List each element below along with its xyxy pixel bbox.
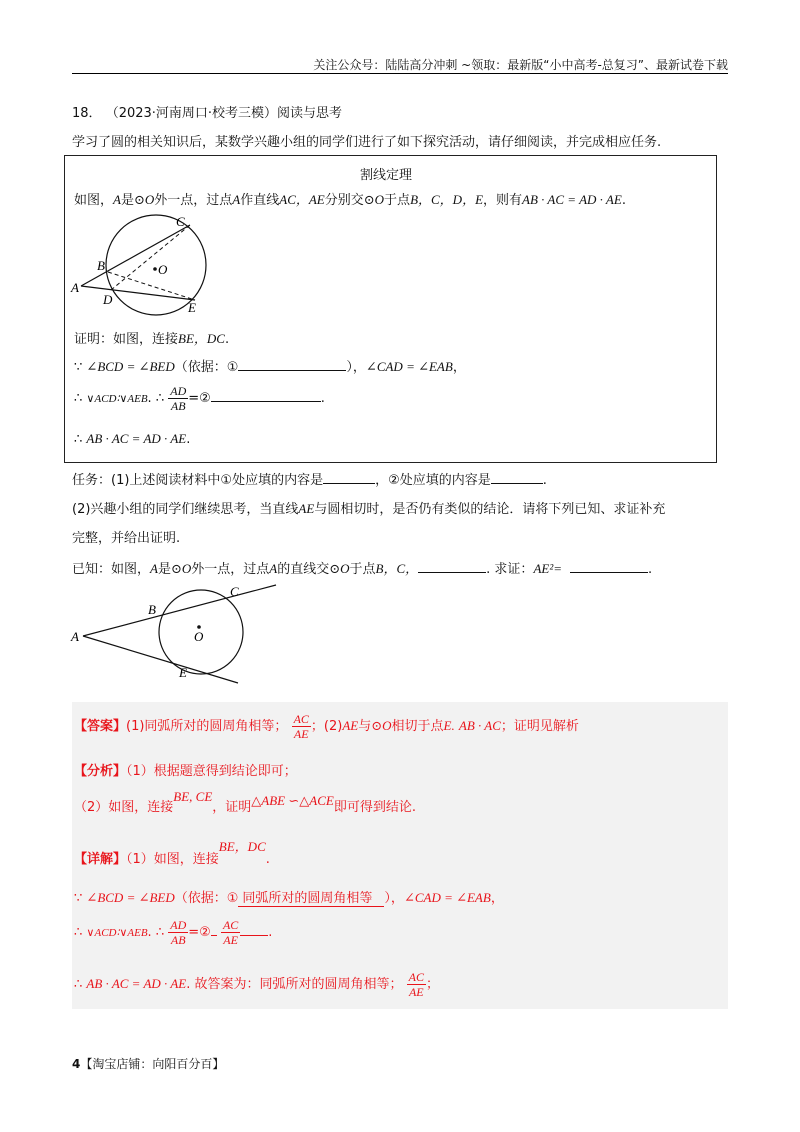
detail-line2: ∵ ∠BCD = ∠BED（依据：① 同弧所对的圆周角相等 ），∠CAD = ∠EAB， (74, 887, 504, 907)
shop-name: 【淘宝店铺：向阳百分百】 (80, 1057, 225, 1071)
theorem-title: 割线定理 (360, 168, 413, 183)
question-heading (72, 102, 342, 121)
task-2-line2: 完整，并给出证明. (72, 531, 181, 546)
detail-fraction-1: $\frac{AD}{AB}$ (170, 918, 187, 947)
page-footer (72, 1055, 224, 1072)
detail-line4: ∴ AB · AC = AD · AE. 故答案为：同弧所对的圆周角相等； $\frac{AC}{AE}$ ； (74, 970, 439, 999)
point-label-c2: C (230, 584, 239, 599)
analysis-line1: 【分析】（1）根据题意得到结论即可； (74, 764, 297, 779)
task-blank-2[interactable] (491, 483, 543, 484)
header-divider (72, 73, 728, 74)
blank-2[interactable] (211, 401, 321, 402)
task-1: 任务：(1)上述阅读材料中①处应填的内容是 ，②处应填的内容是 . (72, 473, 547, 488)
figure-secant-diagram (66, 210, 226, 320)
page-header: 关注公众号：陆陆高分冲刺 ~领取：最新版“小中高考-总复习”、最新试卷下载 (313, 58, 728, 72)
answer-fraction: $\frac{AC}{AE}$ (293, 712, 309, 741)
task-2-line1: (2)兴趣小组的同学们继续思考，当直线AE与圆相切时，是否仍有类似的结论．请将下列已知、求证补充 (72, 501, 666, 517)
prove-blank[interactable] (570, 572, 648, 573)
detail-fraction-2: $\frac{AC}{AE}$ (222, 918, 239, 947)
task-2-known: 已知：如图，A是⊙O外一点，过点A的直线交⊙O于点B，C， . 求证：AE²= . (72, 561, 653, 577)
point-label-e2: E (179, 665, 187, 680)
page-number: 4 (72, 1057, 81, 1071)
figure-tangent-diagram (66, 580, 286, 690)
blank-1[interactable] (238, 370, 346, 371)
point-label-d: D (103, 292, 113, 307)
question-intro: 学习了圆的相关知识后，某数学兴趣小组的同学们进行了如下探究活动，请仔细阅读，并完成相应任务. (72, 135, 662, 150)
answer-line: 【答案】(1)同弧所对的圆周角相等； $\frac{AC}{AE}$ ；(2)AE与⊙O相切于点E. AB · AC；证明见解析 (74, 712, 579, 741)
proof-similar: ∴ ∨ACD∶∨AEB. ∴ $\frac{AD}{AB}$ =② . (74, 384, 325, 413)
task-blank-1[interactable] (323, 483, 375, 484)
point-label-b: B (97, 258, 105, 273)
question-source: （2023·河南周口·校考三模）阅读与思考 (105, 106, 343, 121)
point-label-a2: A (71, 629, 79, 644)
point-label-b2: B (148, 602, 156, 617)
point-label-e: E (188, 300, 196, 315)
point-label-a: A (71, 280, 79, 295)
question-number: 18． (72, 106, 102, 121)
point-label-c: C (176, 214, 185, 229)
fraction-ad-ab: $\frac{AD}{AB}$ (170, 384, 187, 413)
detail-fraction-3: $\frac{AC}{AE}$ (408, 970, 424, 999)
known-blank[interactable] (418, 572, 486, 573)
point-label-o: O (158, 262, 168, 277)
proof-conclusion: ∴ AB · AC = AD · AE. (74, 431, 191, 447)
theorem-statement: 如图，A是⊙O外一点，过点A作直线AC，AE分别交⊙O于点B，C，D，E，则有AB · AC = AD · AE. (74, 192, 626, 208)
proof-because: ∵ ∠BCD = ∠BED（依据：① ），∠CAD = ∠EAB， (74, 359, 466, 375)
analysis-line2: （2）如图，连接BE, CE，证明△ABE ∽△ACE即可得到结论. (74, 789, 416, 815)
detail-line3: ∴ ∨ACD∶∨AEB. ∴ $\frac{AD}{AB}$ =② $\frac{AC}{AE}$ . (74, 918, 273, 947)
point-label-o2: O (194, 629, 204, 644)
detail-line1: 【详解】（1）如图，连接BE，DC. (74, 839, 270, 867)
proof-intro: 证明：如图，连接BE，DC. (74, 331, 230, 347)
